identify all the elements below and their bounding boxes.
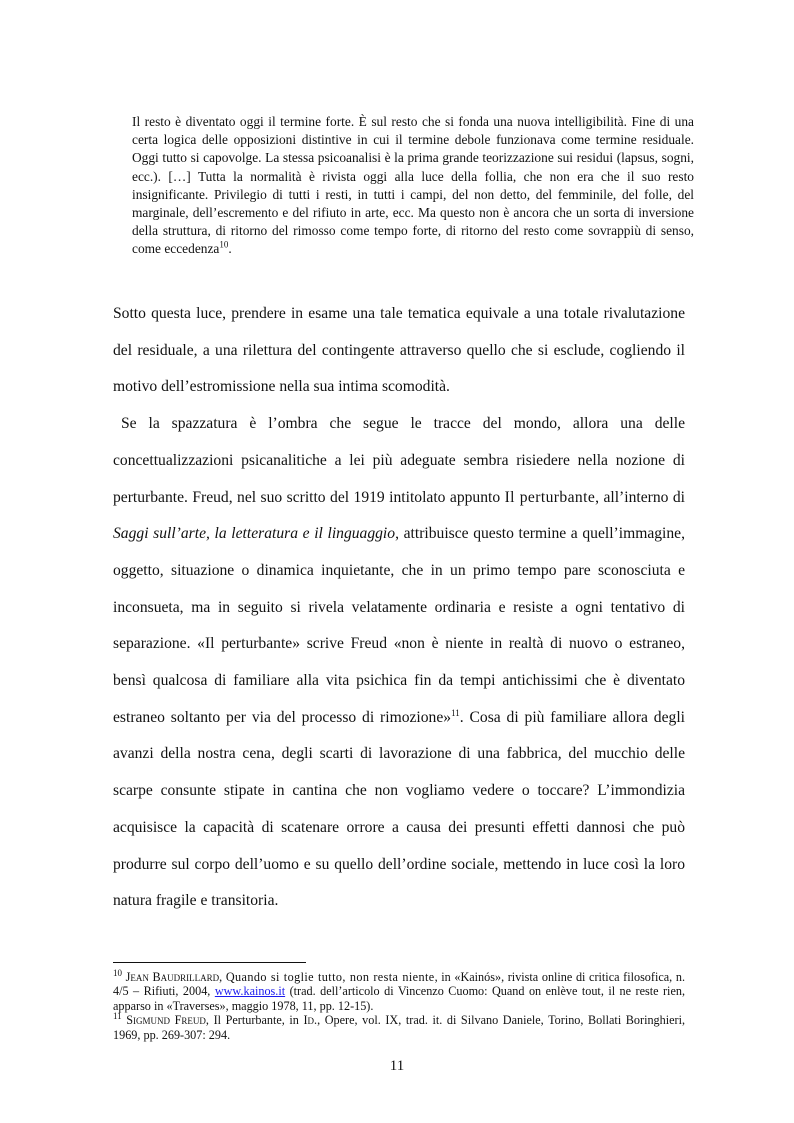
footnote-11-author: Sigmund Freud [126, 1013, 206, 1028]
footnote-11 [113, 1013, 685, 1042]
footnote-10-title: Quando si toglie tutto, non resta niente [225, 970, 435, 984]
quote-end: . [228, 241, 232, 257]
p2-title-saggi: Saggi sull’arte, la letteratura e il linguaggio [113, 525, 396, 543]
footnote-10-text-b: , in «Kainós», rivista online di critica filosofica, n. 4/5 – Rifiuti, 2004, [113, 970, 685, 999]
footnote-divider [113, 962, 306, 963]
footnote-10-number: 10 [113, 967, 122, 978]
footnote-11-number: 11 [113, 1011, 122, 1022]
footnote-10-text-c: (trad. dell’articolo di Vincenzo Cuomo: [285, 984, 492, 999]
p2-title-perturbante: Il perturbante [504, 488, 596, 506]
footnote-ref-10[interactable]: 10 [219, 239, 229, 250]
footnote-11-text-b: , in [281, 1013, 304, 1028]
footnote-11-text-d: , vol. IX, trad. it. di Silvano Daniele, Torino, Bollati Boringhieri, 1969, pp. 269-307: 294. [113, 1013, 686, 1042]
p2-text-a: Se la spazzatura è l’ombra che segue le tracce del mondo, allora una delle concettualizzazioni psicanalitiche a lei più adeguate sembra risiedere nella nozione di perturbante. Freud, nel suo scritto del 1919 intitolato appunto [113, 415, 685, 506]
footnote-10-text-d: , apparso in «Traverses», maggio 1978, 11, pp. 12-15). [113, 984, 685, 1013]
kainos-link[interactable]: www.kainos.it [214, 984, 286, 999]
footnote-11-title: Il Perturbante [213, 1013, 282, 1028]
p2-text-c: , attribuisce questo termine a quell’immagine, oggetto, situazione o dinamica inquietante, che in un primo tempo pare sconosciuta e inconsueta, ma in seguito si rivela velatamente ordinaria e resiste a ogni tentativo di separazione. «Il perturbante» scrive Freud «non è niente in realtà di nuovo o estraneo, bensì qualcosa di familiare alla vita psichica fin da tempi antichissimi che è diventato estraneo soltanto per via del processo di rimozione» [113, 525, 685, 726]
quote-text: Il resto è diventato oggi il termine forte. È sul resto che si fonda una nuova intelligibilità. Fine di una certa logica delle opposizioni distintive in cui il termine debole funzionava come termine residuale. Oggi tutto si capovolge. La stessa psicoanalisi è la prima grande teorizzazione sui residui (lapsus, sogni, ecc.). […] Tutta la normalità è rivista oggi alla luce della follia, che non era che il suo resto insignificante. Privilegio di tutti i resti, in tutti i campi, del non detto, del femminile, del folle, del marginale, dell’escremento e del rifiuto in arte, ecc. Ma questo non è ancora che un sorta di inversione della struttura, di ritorno del rimosso come tempo forte, di ritorno del resto come sovrappiù di senso, come eccedenza [132, 114, 694, 257]
body-text [113, 296, 685, 920]
footnote-11-sep: , [205, 1013, 214, 1028]
footnote-11-id: Id. [303, 1013, 318, 1028]
footnote-10-sep: , [219, 970, 226, 984]
page-number: 11 [389, 1058, 405, 1074]
footnote-10-author: Jean Baudrillard [125, 970, 220, 984]
footnote-11-opere: Opere [324, 1013, 355, 1028]
footnote-10-orig-title: Quand on enlève tout, il ne reste rien [492, 984, 682, 999]
p2-text-d: . Cosa di più familiare allora degli avanzi della nostra cena, degli scarti di lavorazione di una fabbrica, del mucchio delle scarpe consunte stipate in cantina che non vogliamo vedere o toccare? L’immondizia acquisisce la capacità di scatenare orrore a causa dei presunti effetti dannosi che può produrre sul corpo dell’uomo e su quello dell’ordine sociale, mettendo in luce così la loro natura fragile e transitoria. [113, 708, 685, 910]
footnote-11-text-c: , [317, 1013, 325, 1028]
footnote-ref-11[interactable]: 11 [451, 707, 460, 718]
footnotes [113, 967, 686, 1042]
p2-text-b: , all’interno di [595, 488, 685, 506]
block-quote [132, 113, 694, 259]
footnote-10 [113, 967, 685, 1013]
paragraph-1: Sotto questa luce, prendere in esame una tale tematica equivale a una totale rivalutazione del residuale, a una rilettura del contingente attraverso quello che si esclude, cogliendo il motivo dell’estromissione nella sua intima scomodità. [113, 305, 685, 396]
paragraph-2 [113, 406, 685, 920]
